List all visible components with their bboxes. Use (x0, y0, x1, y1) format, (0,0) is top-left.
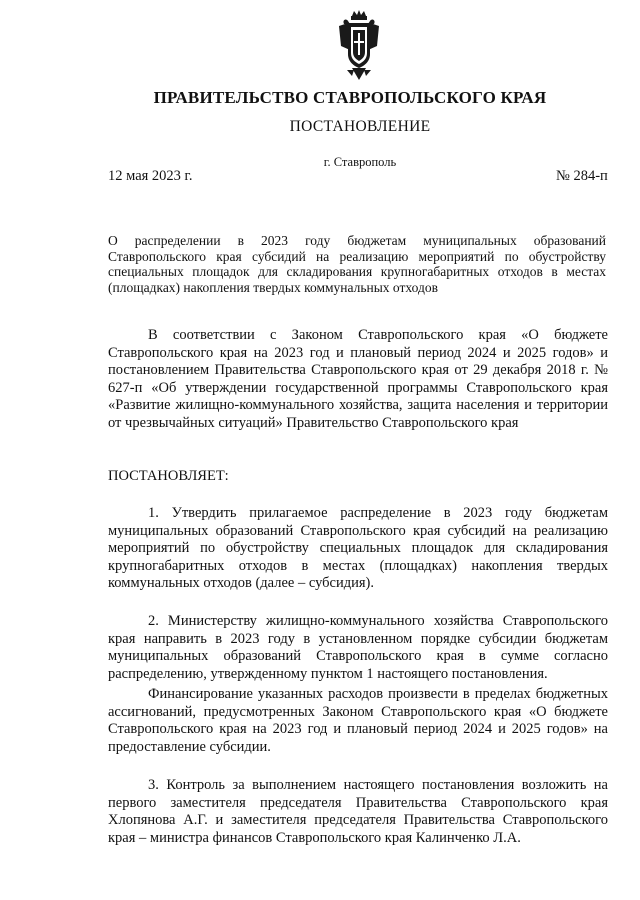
document-type: ПОСТАНОВЛЕНИЕ (289, 118, 431, 135)
document-date: 12 мая 2023 г. (108, 168, 193, 184)
item-3-paragraph: 3. Контроль за выполнением настоящего постановления возложить на первого заместителя председателя Правительства Ставропольского края Хлопянова А.Г. и заместителя председателя Правительства Ставропольского края – министра финансов Ставропольского края Калинченко Л.А. (108, 777, 608, 846)
government-title: ПРАВИТЕЛЬСТВО СТАВРОПОЛЬСКОГО КРАЯ (153, 88, 547, 107)
document-subject: О распределении в 2023 году бюджетам муниципальных образований Ставропольского края субсидий на реализацию мероприятий по обустройству специальных площадок для складирования крупногабаритных отходов в местах (площадках) накопления твердых коммунальных отходов (108, 233, 606, 295)
document-number: № 284-п (556, 168, 608, 184)
item-1-paragraph: 1. Утвердить прилагаемое распределение в 2023 году бюджетам муниципальных образований Ставропольского края субсидий на реализацию мероприятий по обустройству специальных площадок для складирования крупногабаритных отходов в местах (площадках) накопления твердых коммунальных отходов (далее – субсидия). (108, 505, 608, 591)
city-label: г. Ставрополь (323, 155, 397, 169)
preamble-paragraph: В соответствии с Законом Ставропольского края «О бюджете Ставропольского края на 2023 год и плановый период 2024 и 2025 годов» и постановлением Правительства Ставропольского края от 29 декабря 2018 г. № 627-п «Об утверждении государственной программы Ставропольского края «Развитие жилищно-коммунального хозяйства, защита населения и территории от чрезвычайных ситуаций» Правительство Ставропольского края (108, 327, 608, 431)
item-2-paragraph: 2. Министерству жилищно-коммунального хозяйства Ставропольского края направить в 2023 году в установленном порядке субсидии бюджетам муниципальных образований Ставропольского края в сумме согласно распределению, утвержденному пунктом 1 настоящего постановления. (108, 613, 608, 682)
coat-of-arms-icon (338, 10, 380, 82)
decree-word: ПОСТАНОВЛЯЕТ: (108, 468, 229, 484)
item-2-financing-paragraph: Финансирование указанных расходов произвести в пределах бюджетных ассигнований, предусмотренных Законом Ставропольского края «О бюджете Ставропольского края на 2023 год и плановый период 2024 и 2025 годов» на предоставление субсидии. (108, 686, 608, 755)
